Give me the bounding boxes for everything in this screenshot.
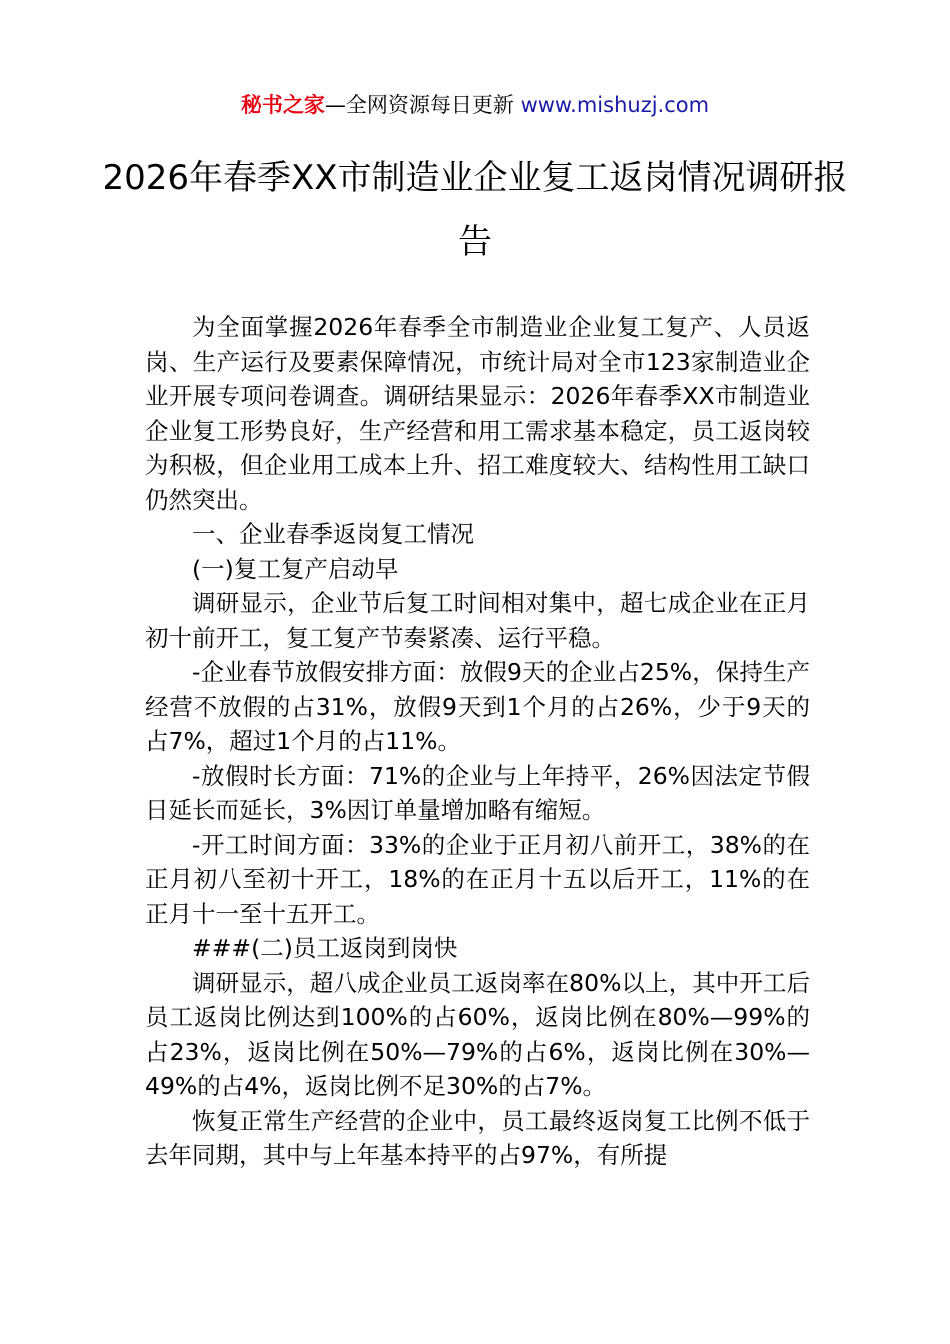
bullet-paragraph: -开工时间方面：33%的企业于正月初八前开工，38%的在正月初八至初十开工，18%的在正月十五以后开工，11%的在正月十一至十五开工。 <box>145 830 810 928</box>
site-header <box>0 88 950 122</box>
body-paragraph: 恢复正常生产经营的企业中，员工最终返岗复工比例不低于去年同期，其中与上年基本持平的占97%，有所提 <box>145 1106 810 1169</box>
document-title: 2026年春季XX市制造业企业复工返岗情况调研报告 <box>102 158 848 262</box>
subsection-heading: ###(二)员工返岗到岗快 <box>192 934 458 962</box>
document-body <box>145 310 810 1173</box>
intro-paragraph: 为全面掌握2026年春季全市制造业企业复工复产、人员返岗、生产运行及要素保障情况，市统计局对全市123家制造业企业开展专项问卷调查。调研结果显示：2026年春季XX市制造业企业复工形势良好，生产经营和用工需求基本稳定，员工返岗较为积极，但企业用工成本上升、招工难度较大、结构性用工缺口仍然突出。 <box>145 313 810 514</box>
body-paragraph: 调研显示，超八成企业员工返岗率在80%以上，其中开工后员工返岗比例达到100%的占60%，返岗比例在80%—99%的占23%，返岗比例在50%—79%的占6%，返岗比例在30%—49%的占4%，返岗比例不足30%的占7%。 <box>145 968 810 1100</box>
site-tagline: —全网资源每日更新 <box>324 93 514 117</box>
site-url-link[interactable]: www.mishuzj.com <box>520 93 710 117</box>
body-paragraph: 调研显示，企业节后复工时间相对集中，超七成企业在正月初十前开工，复工复产节奏紧凑、运行平稳。 <box>145 589 810 652</box>
bullet-paragraph: -放假时长方面：71%的企业与上年持平，26%因法定节假日延长而延长，3%因订单量增加略有缩短。 <box>145 761 810 824</box>
bullet-paragraph: -企业春节放假安排方面：放假9天的企业占25%，保持生产经营不放假的占31%，放假9天到1个月的占26%，少于9天的占7%，超过1个月的占11%。 <box>145 658 810 755</box>
subsection-heading: (一)复工复产启动早 <box>192 554 399 583</box>
site-brand: 秘书之家 <box>240 93 325 117</box>
section-heading: 一、企业春季返岗复工情况 <box>192 520 474 548</box>
